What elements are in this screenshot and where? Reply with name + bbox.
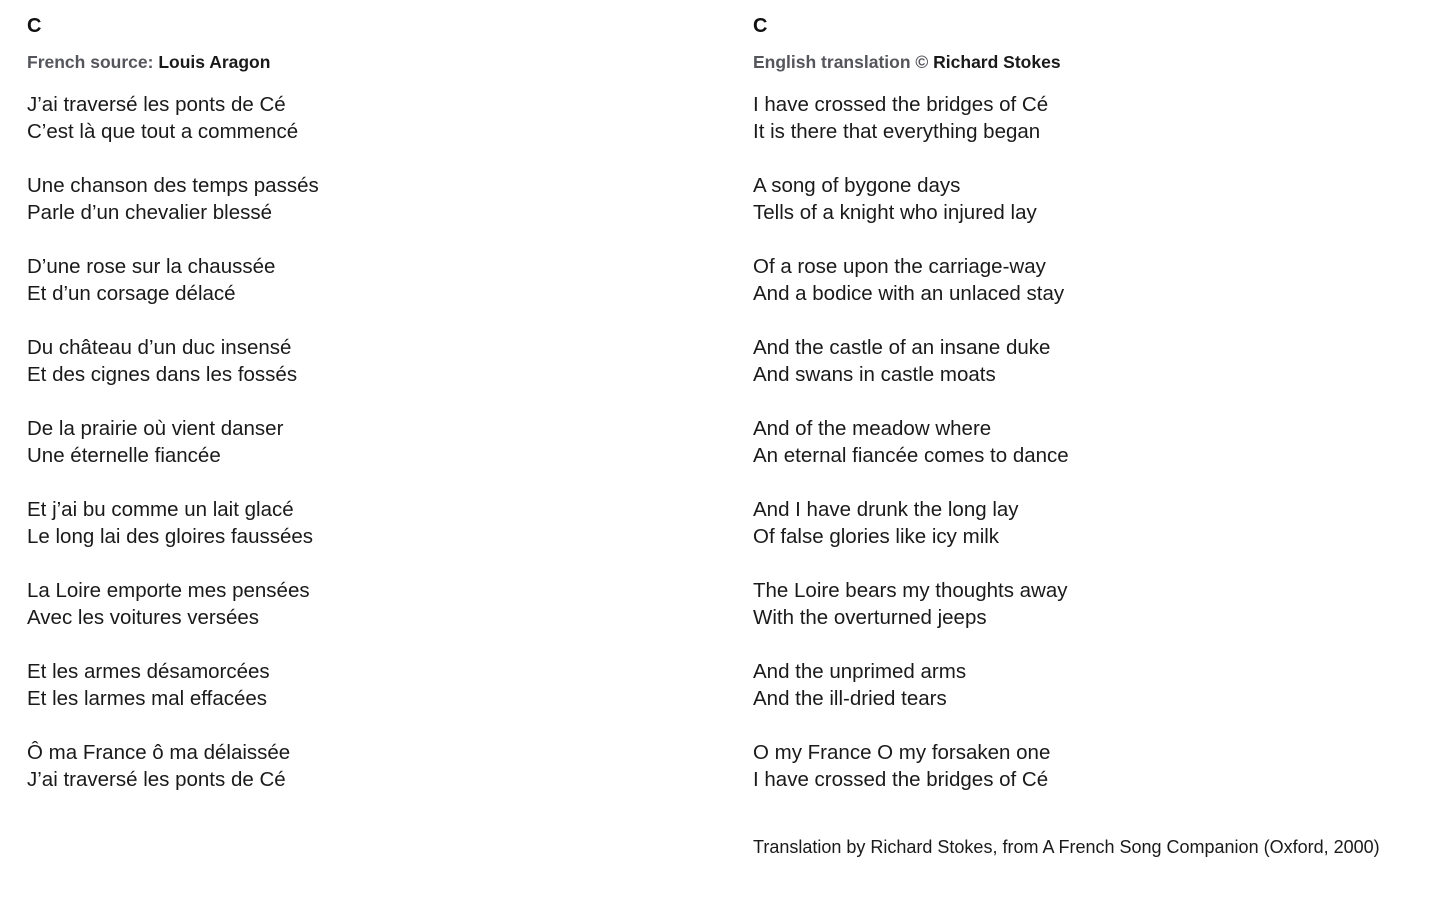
poem-line: With the overturned jeeps bbox=[753, 606, 987, 629]
english-stanza bbox=[753, 496, 1448, 550]
poem-line: Du château d’un duc insensé bbox=[27, 336, 292, 359]
poem-line: A song of bygone days bbox=[753, 174, 961, 197]
poem-line: Of a rose upon the carriage-way bbox=[753, 255, 1046, 278]
poem-line: Et j’ai bu comme un lait glacé bbox=[27, 498, 294, 521]
poem-line: Parle d’un chevalier blessé bbox=[27, 201, 272, 224]
french-source bbox=[27, 50, 707, 74]
french-stanza bbox=[27, 172, 707, 226]
poem-line: Tells of a knight who injured lay bbox=[753, 201, 1037, 224]
poem-line: Of false glories like icy milk bbox=[753, 525, 1000, 548]
poem-line: Et d’un corsage délacé bbox=[27, 282, 236, 305]
english-title: C bbox=[753, 15, 768, 37]
poem-line: D’une rose sur la chaussée bbox=[27, 255, 276, 278]
poem-line: It is there that everything began bbox=[753, 120, 1041, 143]
english-stanza bbox=[753, 91, 1448, 145]
poem-line: And of the meadow where bbox=[753, 417, 992, 440]
poem-line: Et des cignes dans les fossés bbox=[27, 363, 298, 386]
french-title: C bbox=[27, 15, 42, 37]
poem-line: I have crossed the bridges of Cé bbox=[753, 768, 1049, 791]
french-stanza bbox=[27, 658, 707, 712]
english-column bbox=[753, 12, 1448, 820]
french-stanza bbox=[27, 253, 707, 307]
poem-line: Avec les voitures versées bbox=[27, 606, 260, 629]
french-stanza bbox=[27, 496, 707, 550]
poem-line: Une chanson des temps passés bbox=[27, 174, 319, 197]
english-stanza bbox=[753, 415, 1448, 469]
poem-line: Et les larmes mal effacées bbox=[27, 687, 268, 710]
french-source-name: Louis Aragon bbox=[158, 52, 271, 72]
english-stanza bbox=[753, 253, 1448, 307]
poem-line: And the castle of an insane duke bbox=[753, 336, 1051, 359]
poem-line: And swans in castle moats bbox=[753, 363, 996, 386]
poem-line: Une éternelle fiancée bbox=[27, 444, 221, 467]
english-source-name: Richard Stokes bbox=[933, 52, 1061, 72]
poem-line: And I have drunk the long lay bbox=[753, 498, 1019, 521]
english-stanza bbox=[753, 658, 1448, 712]
poem-line: And the unprimed arms bbox=[753, 660, 967, 683]
poem-line: Ô ma France ô ma délaissée bbox=[27, 741, 291, 764]
french-stanza bbox=[27, 577, 707, 631]
french-stanza bbox=[27, 91, 707, 145]
poem-line: La Loire emporte mes pensées bbox=[27, 579, 310, 602]
poem-line: Et les armes désamorcées bbox=[27, 660, 270, 683]
poem-line: I have crossed the bridges of Cé bbox=[753, 93, 1049, 116]
english-stanza bbox=[753, 334, 1448, 388]
french-poem bbox=[27, 91, 707, 793]
english-stanza bbox=[753, 739, 1448, 793]
poem-line: And a bodice with an unlaced stay bbox=[753, 282, 1065, 305]
poem-line: The Loire bears my thoughts away bbox=[753, 579, 1068, 602]
french-column bbox=[27, 12, 707, 820]
english-source bbox=[753, 50, 1448, 74]
french-stanza bbox=[27, 334, 707, 388]
translation-credit: Translation by Richard Stokes, from A French Song Companion (Oxford, 2000) bbox=[753, 837, 1380, 857]
english-stanza bbox=[753, 577, 1448, 631]
french-source-label: French source: bbox=[27, 52, 154, 72]
poem-line: De la prairie où vient danser bbox=[27, 417, 284, 440]
english-poem bbox=[753, 91, 1448, 793]
poem-line: J’ai traversé les ponts de Cé bbox=[27, 768, 286, 791]
poem-line: J’ai traversé les ponts de Cé bbox=[27, 93, 286, 116]
poem-line: Le long lai des gloires faussées bbox=[27, 525, 314, 548]
poem-line: An eternal fiancée comes to dance bbox=[753, 444, 1069, 467]
french-stanza bbox=[27, 739, 707, 793]
poem-line: And the ill-dried tears bbox=[753, 687, 947, 710]
french-stanza bbox=[27, 415, 707, 469]
poem-line: O my France O my forsaken one bbox=[753, 741, 1051, 764]
english-source-label: English translation © bbox=[753, 52, 929, 72]
poem-line: C’est là que tout a commencé bbox=[27, 120, 299, 143]
english-stanza bbox=[753, 172, 1448, 226]
